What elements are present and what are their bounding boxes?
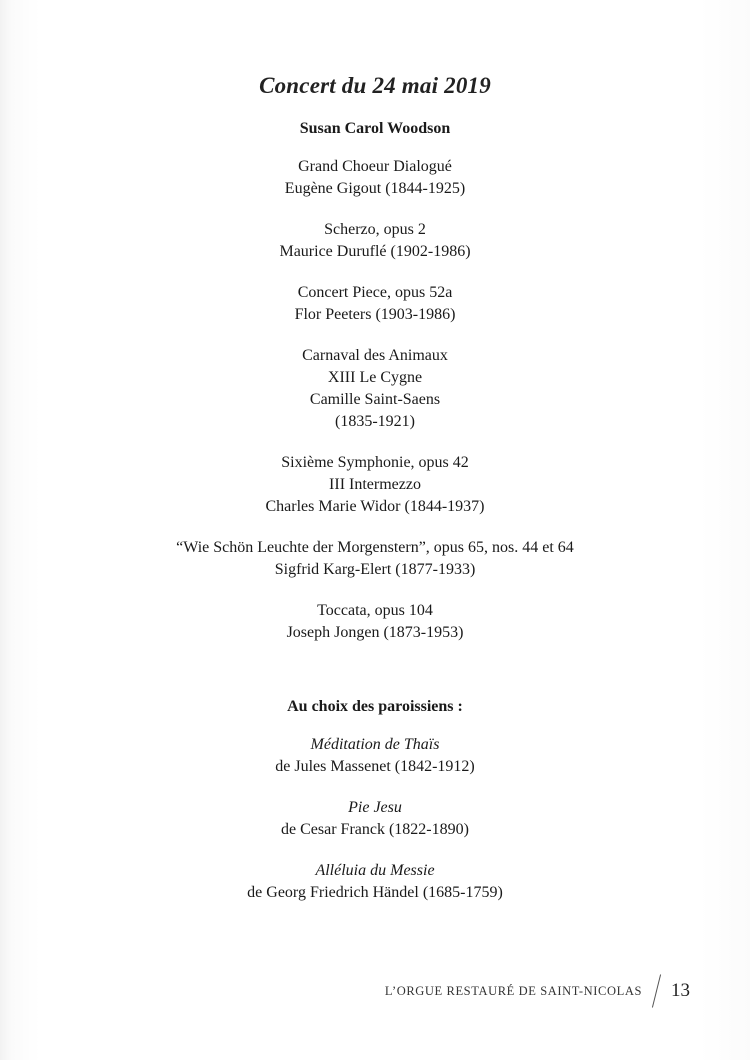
piece-line: Concert Piece, opus 52a	[297, 284, 453, 301]
program-piece	[0, 600, 750, 644]
program-piece	[0, 345, 750, 433]
program-piece	[0, 156, 750, 200]
choices-heading: Au choix des paroissiens :	[287, 698, 463, 715]
piece-line: Maurice Duruflé (1902-1986)	[279, 243, 471, 260]
choice-work: Méditation de Thaïs	[310, 736, 440, 753]
choice-composer: de Cesar Franck (1822-1890)	[281, 821, 469, 838]
publication-title: L’ORGUE RESTAURÉ DE SAINT-NICOLAS	[384, 983, 642, 998]
page-content	[0, 68, 750, 923]
piece-line: Camille Saint-Saens	[309, 391, 441, 408]
choice-item	[0, 797, 750, 841]
page-number: 13	[671, 980, 690, 1001]
choice-work: Alléluia du Messie	[315, 862, 435, 879]
piece-line: Carnaval des Animaux	[302, 347, 448, 364]
piece-line: Toccata, opus 104	[317, 602, 433, 619]
page-footer	[385, 974, 690, 1008]
piece-line: Sigfrid Karg-Elert (1877-1933)	[274, 561, 476, 578]
concert-title: Concert du 24 mai 2019	[259, 73, 491, 98]
piece-line: “Wie Schön Leuchte der Morgenstern”, opus 65, nos. 44 et 64	[176, 539, 574, 556]
choice-composer: de Jules Massenet (1842-1912)	[275, 758, 475, 775]
footer-divider	[652, 974, 661, 1007]
piece-line: Sixième Symphonie, opus 42	[281, 454, 469, 471]
choice-composer: de Georg Friedrich Händel (1685-1759)	[247, 884, 503, 901]
piece-line: Flor Peeters (1903-1986)	[294, 306, 456, 323]
piece-line: Eugène Gigout (1844-1925)	[284, 180, 466, 197]
piece-line: XIII Le Cygne	[327, 369, 423, 386]
piece-line: Scherzo, opus 2	[324, 221, 426, 238]
choice-item	[0, 734, 750, 778]
program-piece	[0, 452, 750, 518]
piece-line: (1835-1921)	[335, 413, 415, 430]
program-piece	[0, 282, 750, 326]
choice-work: Pie Jesu	[348, 799, 402, 816]
program-piece	[0, 537, 750, 581]
program-piece	[0, 219, 750, 263]
performer-name: Susan Carol Woodson	[299, 120, 451, 137]
program-list	[0, 156, 750, 644]
piece-line: III Intermezzo	[329, 476, 421, 493]
piece-line: Joseph Jongen (1873-1953)	[286, 624, 464, 641]
choices-list	[0, 734, 750, 904]
piece-line: Charles Marie Widor (1844-1937)	[265, 498, 485, 515]
piece-line: Grand Choeur Dialogué	[298, 158, 452, 175]
choice-item	[0, 860, 750, 904]
